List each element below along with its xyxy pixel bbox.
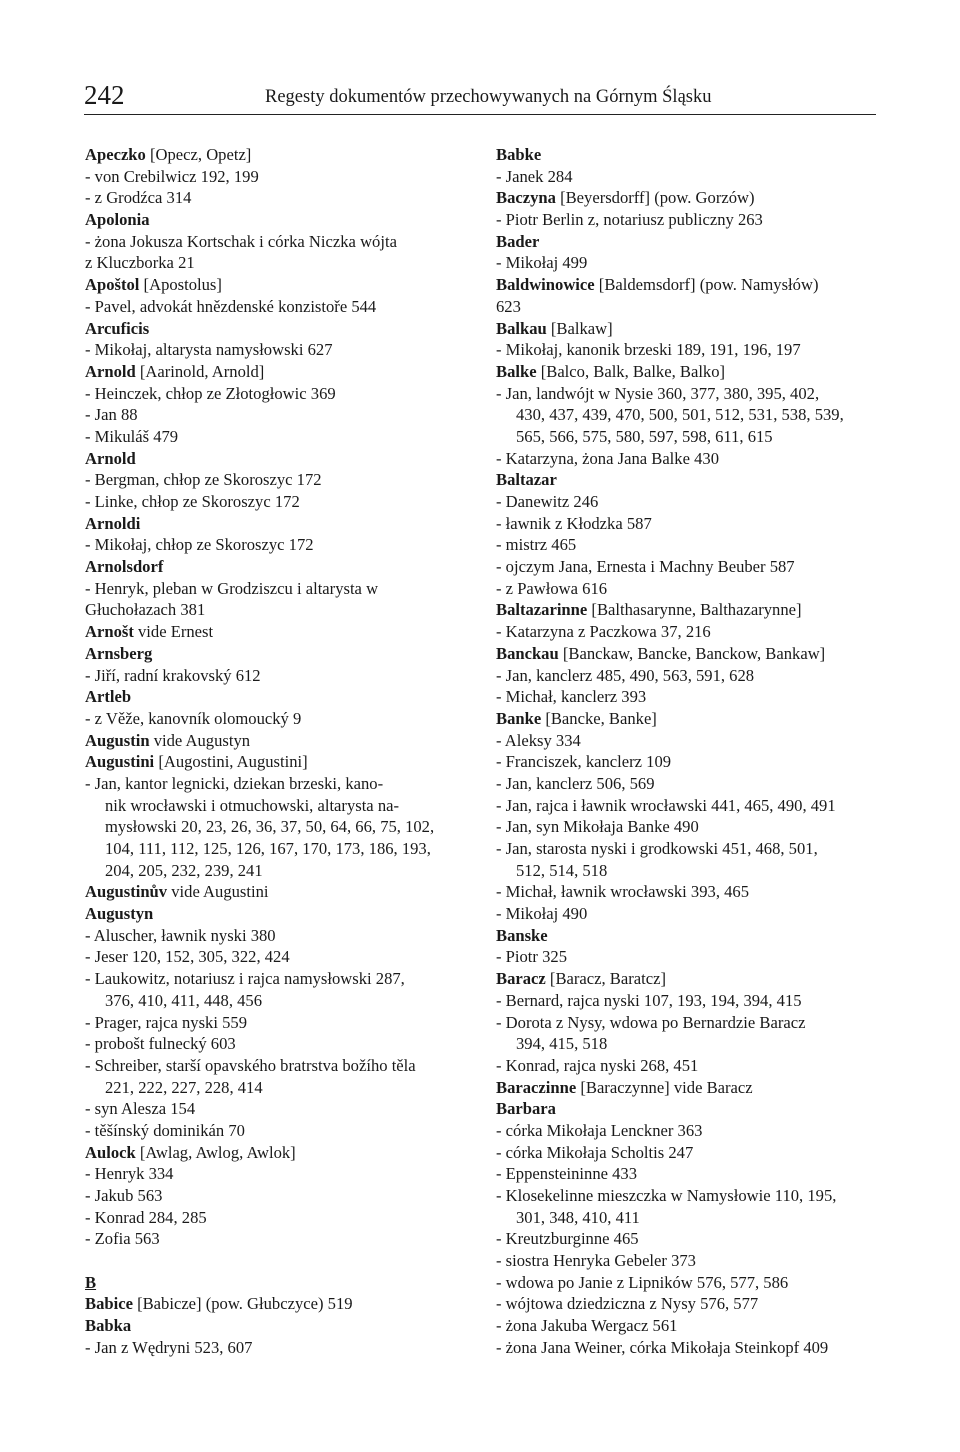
headword: Baltazar <box>496 470 557 490</box>
index-headword-entry <box>496 925 881 947</box>
headword: Arnold <box>85 361 136 381</box>
index-column-left <box>85 144 465 1359</box>
index-subentry: - Konrad, rajca nyski 268, 451 <box>496 1055 699 1075</box>
index-headword-entry <box>496 469 881 491</box>
index-subentry: - Katarzyna, żona Jana Balke 430 <box>496 448 719 468</box>
headword: Babka <box>85 1316 132 1336</box>
index-headword-entry <box>85 1315 465 1337</box>
index-headword-entry <box>85 643 465 665</box>
index-headword-entry <box>85 730 465 752</box>
index-subentry: - Mikołaj 499 <box>496 253 588 273</box>
index-headword-entry <box>85 361 465 383</box>
index-headword-entry <box>496 599 881 621</box>
index-subentry: - Mikołaj, kanonik brzeski 189, 191, 196, 197 <box>496 340 801 360</box>
index-subentry: - córka Mikołaja Lenckner 363 <box>496 1120 703 1140</box>
headword: Banckau <box>496 643 559 663</box>
index-subentry: - Jakub 563 <box>85 1186 163 1205</box>
index-headword-entry <box>85 274 465 296</box>
index-subentry: - Janek 284 <box>496 166 573 186</box>
section-letter <box>85 1272 465 1294</box>
index-headword-entry <box>496 1098 881 1120</box>
index-subentry: - Jan, syn Mikołaja Banke 490 <box>496 817 699 837</box>
index-subentry: - Konrad 284, 285 <box>85 1207 207 1227</box>
index-headword-entry <box>85 751 465 773</box>
index-headword-entry <box>496 187 881 209</box>
index-subentry: - Prager, rajca nyski 559 <box>85 1012 247 1032</box>
headword-variants: [Balthasarynne, Balthazarynne] <box>587 600 802 620</box>
index-subentry: - Eppensteininne 433 <box>496 1164 638 1184</box>
index-headword-entry <box>496 708 881 730</box>
index-column-right <box>496 144 881 1359</box>
headword-variants: [Apostolus] <box>139 275 222 295</box>
headword-variants: [Bancke, Banke] <box>541 708 657 728</box>
headword: Arnolsdorf <box>85 557 164 577</box>
headword: Baracz <box>496 969 546 989</box>
index-headword-entry <box>496 361 881 383</box>
index-subentry: - Laukowitz, notariusz i rajca namysłowski 287, <box>85 969 405 989</box>
index-subentry: - Bernard, rajca nyski 107, 193, 194, 394, 415 <box>496 990 802 1010</box>
index-subentry: - Katarzyna z Paczkowa 37, 216 <box>496 622 711 642</box>
index-headword-entry <box>496 643 881 665</box>
index-headword-entry <box>496 274 881 296</box>
index-subentry: - Michał, ławnik wrocławski 393, 465 <box>496 882 750 902</box>
index-subentry: - Mikołaj, altarysta namysłowski 627 <box>85 340 333 360</box>
headword: Aulock <box>85 1142 136 1162</box>
headword-variants: [Baracz, Baratcz] <box>545 969 666 989</box>
index-subentry: - córka Mikołaja Scholtis 247 <box>496 1142 694 1162</box>
headword: Baldwinowice <box>496 275 595 295</box>
headword: Babke <box>496 145 542 164</box>
headword: Banke <box>496 708 542 728</box>
index-subentry: - von Crebilwicz 192, 199 <box>85 166 259 186</box>
headword: Balke <box>496 361 537 381</box>
index-subentry: - Jan, rajca i ławnik wrocławski 441, 465, 490, 491 <box>496 795 836 815</box>
headword-variants: vide Ernest <box>133 622 214 642</box>
index-entry-text: Głuchołazach 381 <box>85 600 206 620</box>
index-subentry: - z Grodźca 314 <box>85 188 192 208</box>
index-subentry: - probošt fulnecký 603 <box>85 1034 236 1054</box>
index-headword-entry <box>85 144 465 166</box>
headword: Apoštol <box>85 275 140 295</box>
index-subentry: - Piotr Berlin z, notariusz publiczny 263 <box>496 210 763 230</box>
headword-variants: [Balkaw] <box>546 318 613 338</box>
index-entry-continuation: 104, 111, 112, 125, 126, 167, 170, 173, 186, 193, <box>105 839 431 858</box>
index-subentry: - Michał, kanclerz 393 <box>496 687 647 707</box>
index-headword-entry <box>496 231 881 253</box>
index-subentry: - Heinczek, chłop ze Złotogłowic 369 <box>85 383 336 403</box>
index-subentry: - Danewitz 246 <box>496 492 599 511</box>
index-headword-entry <box>85 1142 465 1164</box>
headword-variants: [Banckaw, Bancke, Banckow, Bankaw] <box>558 643 826 663</box>
index-entry-continuation: 376, 410, 411, 448, 456 <box>105 990 263 1010</box>
index-subentry: - wdowa po Janie z Lipników 576, 577, 586 <box>496 1272 789 1292</box>
headword: Augustinův <box>85 882 168 902</box>
index-entry-continuation: 430, 437, 439, 470, 500, 501, 512, 531, 538, 539, <box>516 405 844 425</box>
index-subentry: - syn Alesza 154 <box>85 1099 196 1119</box>
headword: Augustin <box>85 730 150 750</box>
headword-variants: [Augostini, Augustini] <box>154 752 308 772</box>
headword: Baltazarinne <box>496 600 588 620</box>
index-subentry: - ojczym Jana, Ernesta i Machny Beuber 587 <box>496 557 795 577</box>
headword: Arcuficis <box>85 318 150 338</box>
index-subentry: - Pavel, advokát hnězdenské konzistoře 544 <box>85 296 377 316</box>
index-headword-entry <box>85 881 465 903</box>
page-header <box>84 78 876 115</box>
headword: Arnsberg <box>85 643 153 663</box>
headword: Baczyna <box>496 188 556 208</box>
index-entry-text: 623 <box>496 296 521 316</box>
headword-variants: [Balco, Balk, Balke, Balko] <box>536 361 726 381</box>
index-headword-entry <box>496 318 881 340</box>
index-subentry: - Mikołaj 490 <box>496 904 588 924</box>
index-headword-entry <box>85 621 465 643</box>
index-entry-continuation: 301, 348, 410, 411 <box>516 1207 640 1227</box>
index-subentry: - Jiří, radní krakovský 612 <box>85 665 261 685</box>
index-subentry: - Kreutzburginne 465 <box>496 1229 639 1249</box>
index-subentry: - Piotr 325 <box>496 947 567 967</box>
index-headword-entry <box>85 209 465 231</box>
index-subentry: - Jeser 120, 152, 305, 322, 424 <box>85 947 290 967</box>
index-headword-entry <box>85 556 465 578</box>
index-entry-continuation: 204, 205, 232, 239, 241 <box>105 860 263 880</box>
index-subentry: - Zofia 563 <box>85 1229 160 1249</box>
index-subentry: - těšínský dominikán 70 <box>85 1120 245 1140</box>
index-headword-entry <box>496 968 881 990</box>
index-subentry: - Mikuláš 479 <box>85 426 179 446</box>
headword: Augustyn <box>85 904 154 924</box>
index-subentry: - Aluscher, ławnik nyski 380 <box>85 925 276 945</box>
headword: Balkau <box>496 318 547 338</box>
index-subentry: - Schreiber, starší opavského bratrstva božího těla <box>85 1055 416 1075</box>
section-letter-label: B <box>85 1272 97 1292</box>
index-headword-entry <box>496 144 881 166</box>
headword-variants: [Baldemsdorf] (pow. Namysłów) <box>594 275 819 295</box>
index-subentry: - mistrz 465 <box>496 535 577 555</box>
index-entry-continuation: nik wrocławski i otmuchowski, altarysta na- <box>105 795 400 815</box>
headword: Augustini <box>85 752 155 772</box>
index-subentry: - ławnik z Kłodzka 587 <box>496 513 652 533</box>
index-entry-continuation: 221, 222, 227, 228, 414 <box>105 1077 263 1097</box>
index-entry-text: z Kluczborka 21 <box>85 253 195 273</box>
index-headword-entry <box>85 318 465 340</box>
headword-variants: [Aarinold, Arnold] <box>135 361 265 381</box>
headword: Banske <box>496 925 548 945</box>
index-subentry: - Aleksy 334 <box>496 730 581 750</box>
index-subentry: - Henryk 334 <box>85 1164 174 1184</box>
index-subentry: - Jan z Wędryni 523, 607 <box>85 1337 253 1357</box>
headword: Arnošt <box>85 622 134 642</box>
headword: Barbara <box>496 1099 556 1119</box>
headword: Arnoldi <box>85 513 141 533</box>
index-entry-continuation: 565, 566, 575, 580, 597, 598, 611, 615 <box>516 426 773 446</box>
headword: Apeczko <box>85 145 146 164</box>
index-subentry: - żona Jana Weiner, córka Mikołaja Steinkopf 409 <box>496 1337 829 1357</box>
index-subentry: - Bergman, chłop ze Skoroszyc 172 <box>85 470 322 490</box>
index-subentry: - z Pawłowa 616 <box>496 578 608 598</box>
index-headword-entry <box>496 1077 881 1099</box>
index-subentry: - Jan, kantor legnicki, dziekan brzeski, kano- <box>85 773 384 793</box>
headword: Artleb <box>85 687 132 707</box>
index-headword-entry <box>85 686 465 708</box>
headword-variants: [Awlag, Awlog, Awlok] <box>135 1142 296 1162</box>
index-subentry: - Linke, chłop ze Skoroszyc 172 <box>85 492 300 511</box>
index-entry-continuation: 512, 514, 518 <box>516 860 608 880</box>
headword: Baraczinne <box>496 1077 577 1097</box>
headword-variants: [Baraczynne] vide Baracz <box>576 1077 753 1097</box>
headword: Bader <box>496 231 540 251</box>
index-subentry: - Klosekelinne mieszczka w Namysłowie 110, 195, <box>496 1186 837 1205</box>
index-subentry: - siostra Henryka Gebeler 373 <box>496 1251 696 1271</box>
headword-variants: vide Augustini <box>167 882 269 902</box>
headword-variants: [Opecz, Opetz] <box>145 145 252 164</box>
index-subentry: - Franciszek, kanclerz 109 <box>496 752 672 772</box>
headword: Arnold <box>85 448 136 468</box>
index-subentry: - żona Jokusza Kortschak i córka Niczka wójta <box>85 231 397 251</box>
index-subentry: - Jan, kanclerz 485, 490, 563, 591, 628 <box>496 665 755 685</box>
running-title: Regesty dokumentów przechowywanych na Górnym Śląsku <box>265 87 712 107</box>
index-entry-continuation: 394, 415, 518 <box>516 1034 608 1054</box>
index-subentry: - Jan, kanclerz 506, 569 <box>496 773 655 793</box>
headword: Apolonia <box>85 210 150 230</box>
index-subentry: - Jan, landwójt w Nysie 360, 377, 380, 395, 402, <box>496 383 820 403</box>
headword-variants: [Babicze] (pow. Głubczyce) 519 <box>132 1294 353 1314</box>
index-subentry: - wójtowa dziedziczna z Nysy 576, 577 <box>496 1294 759 1314</box>
index-subentry: - Henryk, pleban w Grodziszcu i altarysta w <box>85 578 379 598</box>
headword: Babice <box>85 1294 133 1314</box>
page-number: 242 <box>84 80 125 110</box>
index-subentry: - z Věže, kanovník olomoucký 9 <box>85 708 302 728</box>
headword-variants: [Beyersdorff] (pow. Gorzów) <box>555 188 755 208</box>
index-headword-entry <box>85 903 465 925</box>
index-headword-entry <box>85 448 465 470</box>
index-entry-continuation: mysłowski 20, 23, 26, 36, 37, 50, 64, 66, 75, 102, <box>105 817 435 837</box>
section-spacer <box>85 1250 465 1272</box>
headword-variants: vide Augustyn <box>149 730 251 750</box>
index-subentry: - Mikołaj, chłop ze Skoroszyc 172 <box>85 535 314 555</box>
index-subentry: - Dorota z Nysy, wdowa po Bernardzie Baracz <box>496 1012 806 1032</box>
index-subentry: - żona Jakuba Wergacz 561 <box>496 1316 678 1336</box>
index-subentry: - Jan 88 <box>85 405 138 425</box>
index-headword-entry <box>85 1293 465 1315</box>
index-headword-entry <box>85 513 465 535</box>
index-subentry: - Jan, starosta nyski i grodkowski 451, 468, 501, <box>496 839 818 858</box>
